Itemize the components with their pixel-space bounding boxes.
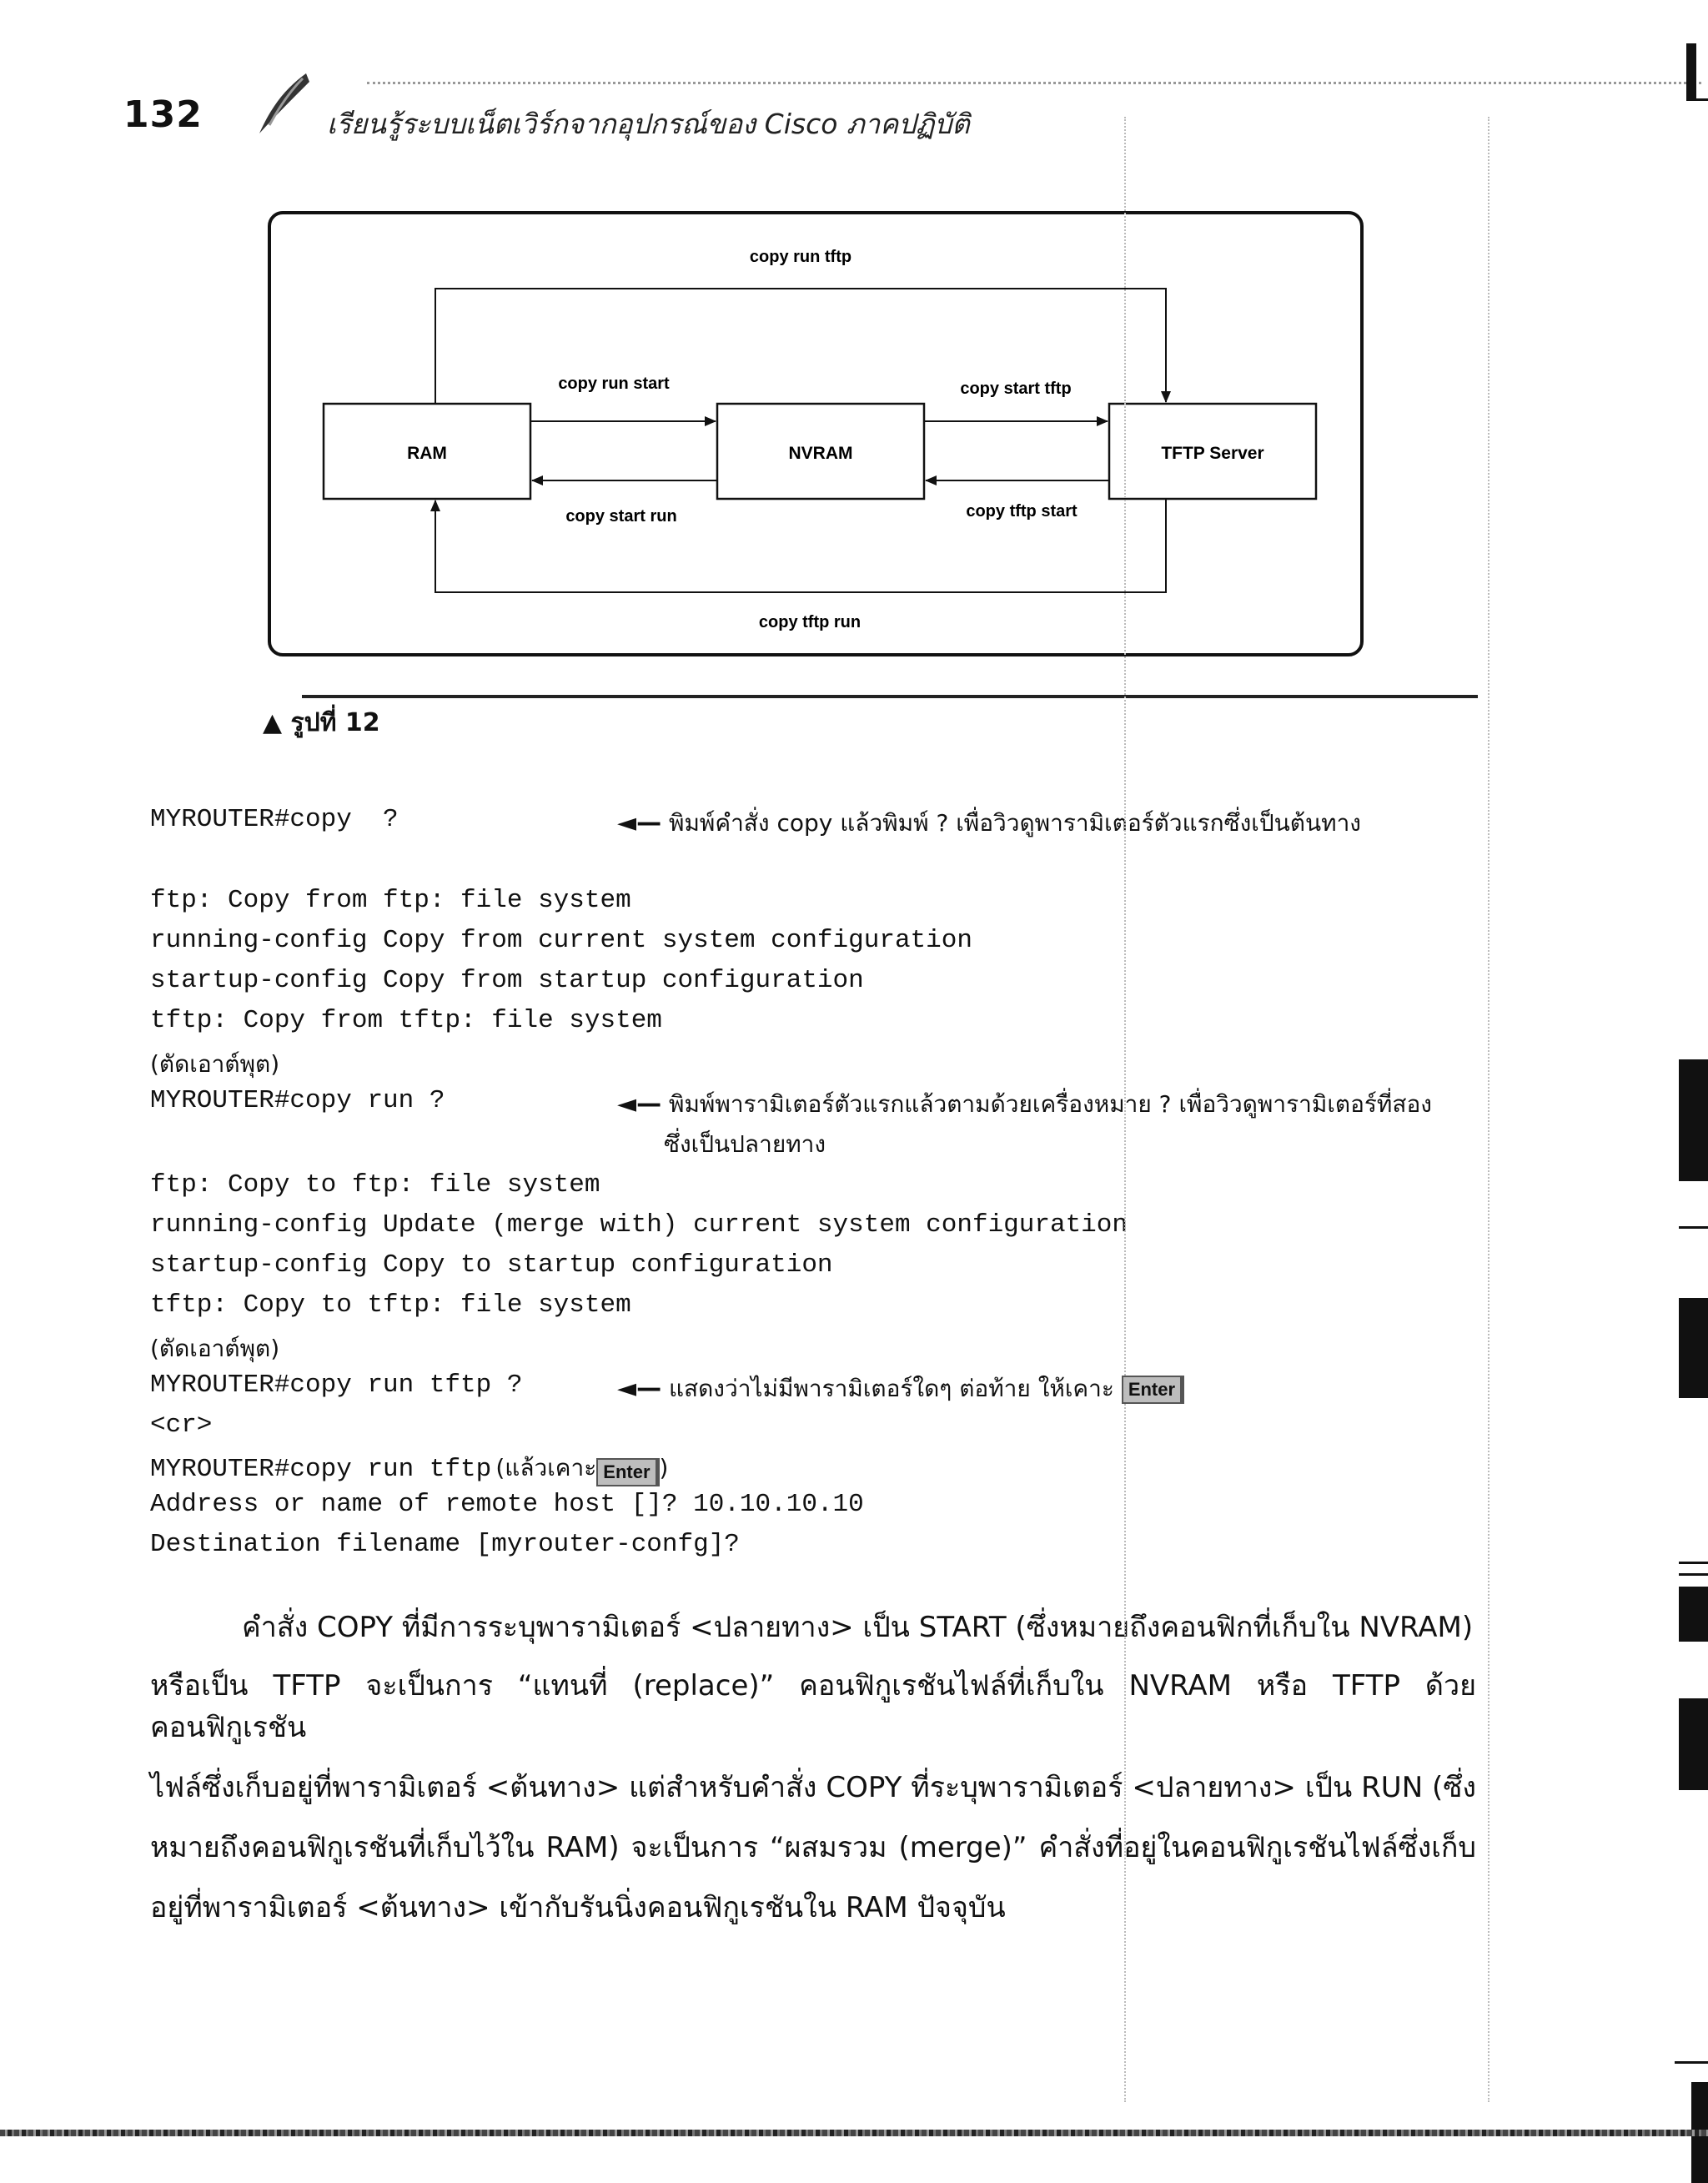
cli-cmd-copy-run-tftp xyxy=(150,1450,668,1486)
cli-output-cut: (ตัดเอาต์พุต) xyxy=(150,1335,280,1362)
cli-output-line: ftp: Copy from ftp: file system xyxy=(150,886,631,915)
cli-output-line: running-config Update (merge with) current system configuration xyxy=(150,1210,1128,1240)
cli-address-prompt: Address or name of remote host []? 10.10.10.10 xyxy=(150,1490,864,1519)
figure-caption-text: รูปที่ 12 xyxy=(290,708,380,737)
cli-cmd-copy: MYROUTER#copy ? xyxy=(150,805,399,834)
cli-note-4-pre: (แล้วเคาะ xyxy=(495,1454,597,1481)
cli-note-3-text: แสดงว่าไม่มีพารามิเตอร์ใดๆ ต่อท้าย ให้เคาะ xyxy=(668,1375,1114,1402)
body-paragraph xyxy=(150,1607,1476,1648)
edge-mark xyxy=(1675,2061,1708,2064)
cli-output-cut: (ตัดเอาต์พุต) xyxy=(150,1050,280,1078)
edge-label-copy-run-start: copy run start xyxy=(558,375,670,393)
edge-label-copy-start-tftp: copy start tftp xyxy=(960,380,1072,398)
cli-output-line: startup-config Copy to startup configuration xyxy=(150,1250,833,1280)
arrow-left-icon: ◄— xyxy=(617,808,662,837)
scan-fold-line xyxy=(1124,117,1126,2102)
tftp-label: TFTP Server xyxy=(1161,444,1264,463)
cli-note-2-continued: ซึ่งเป็นปลายทาง xyxy=(664,1130,826,1158)
edge-mark xyxy=(1679,1562,1708,1564)
header-swoosh-icon xyxy=(254,70,313,137)
cli-note-4-post: ) xyxy=(659,1454,669,1481)
edge-mark xyxy=(1679,1059,1708,1181)
arrow-left-icon: ◄— xyxy=(617,1089,662,1119)
copy-flow-diagram xyxy=(267,210,1364,657)
cli-note-2-text: พิมพ์พารามิเตอร์ตัวแรกแล้วตามด้วยเครื่องหมาย ? เพื่อวิวดูพารามิเตอร์ที่สอง xyxy=(668,1090,1432,1118)
paragraph-line: หมายถึงคอนฟิกูเรชันที่เก็บไว้ใน RAM) จะเป็นการ “ผสมรวม (merge)” คำสั่งที่อยู่ในคอนฟิกูเรชันไฟล์ซึ่งเก็บ xyxy=(150,1831,1476,1864)
ram-label: RAM xyxy=(407,444,447,463)
cli-cmd-copy-run-tftp-query: MYROUTER#copy run tftp ? xyxy=(150,1371,523,1400)
header-title: เรียนรู้ระบบเน็ตเวิร์กจากอุปกรณ์ของ Cisco ภาคปฏิบัติ xyxy=(327,108,970,140)
body-paragraph-cont xyxy=(150,1665,1476,1929)
cli-note-1 xyxy=(617,805,1361,842)
cli-cmd-copy-run: MYROUTER#copy run ? xyxy=(150,1086,445,1115)
cli-note-3 xyxy=(617,1371,1184,1407)
cli-output-line: ftp: Copy to ftp: file system xyxy=(150,1170,600,1200)
edge-label-copy-tftp-run: copy tftp run xyxy=(758,613,862,631)
edge-label-copy-start-run: copy start run xyxy=(565,507,677,526)
edge-mark xyxy=(1679,1698,1708,1790)
scan-margin-line xyxy=(1488,117,1489,2102)
paragraph-line: คำสั่ง COPY ที่มีการระบุพารามิเตอร์ <ปลายทาง> เป็น START (ซึ่งหมายถึงคอนฟิกที่เก็บใน NVRAM) xyxy=(242,1611,1474,1644)
enter-key-icon: Enter xyxy=(596,1458,659,1486)
nvram-label: NVRAM xyxy=(788,444,853,463)
edge-mark xyxy=(1679,1226,1708,1229)
cli-output-line: tftp: Copy to tftp: file system xyxy=(150,1290,631,1320)
paragraph-line: หรือเป็น TFTP จะเป็นการ “แทนที่ (replace)” คอนฟิกูเรชันไฟล์ที่เก็บใน NVRAM หรือ TFTP ด้วยคอนฟิกูเรชัน xyxy=(150,1669,1476,1744)
edge-mark xyxy=(1686,43,1696,100)
arrow-left-icon: ◄— xyxy=(617,1374,662,1403)
edge-mark xyxy=(1679,1298,1708,1398)
figure-caption xyxy=(263,703,380,742)
cli-cmd-4-text: MYROUTER#copy run tftp xyxy=(150,1455,492,1484)
edge-label-copy-run-tftp: copy run tftp xyxy=(749,248,852,266)
cli-note-2 xyxy=(617,1086,1432,1123)
cli-output-line: tftp: Copy from tftp: file system xyxy=(150,1006,662,1035)
enter-key-icon: Enter xyxy=(1122,1376,1184,1404)
cli-output-line: running-config Copy from current system configuration xyxy=(150,926,972,955)
page-number: 132 xyxy=(123,93,203,136)
triangle-icon: ▲ xyxy=(263,708,283,737)
cli-output-line: startup-config Copy from startup configuration xyxy=(150,966,864,995)
paragraph-line: ไฟล์ซึ่งเก็บอยู่ที่พารามิเตอร์ <ต้นทาง> แต่สำหรับคำสั่ง COPY ที่ระบุพารามิเตอร์ <ปลายทาง> เป็น RUN (ซึ่ง xyxy=(150,1771,1476,1804)
cli-cr: <cr> xyxy=(150,1411,213,1440)
cli-note-1-text: พิมพ์คำสั่ง copy แล้วพิมพ์ ? เพื่อวิวดูพารามิเตอร์ตัวแรกซึ่งเป็นต้นทาง xyxy=(668,809,1361,837)
cli-destination-prompt: Destination filename [myrouter-confg]? xyxy=(150,1530,740,1559)
edge-mark xyxy=(1686,98,1708,101)
edge-mark xyxy=(1679,1587,1708,1642)
figure-rule xyxy=(302,695,1478,698)
bottom-scan-rule xyxy=(0,2130,1708,2136)
edge-label-copy-tftp-start: copy tftp start xyxy=(966,502,1078,521)
header-dotted-rule xyxy=(367,82,1701,84)
paragraph-line: อยู่ที่พารามิเตอร์ <ต้นทาง> เข้ากับรันนิ่งคอนฟิกูเรชันใน RAM ปัจจุบัน xyxy=(150,1891,1006,1924)
edge-mark xyxy=(1679,1573,1708,1576)
